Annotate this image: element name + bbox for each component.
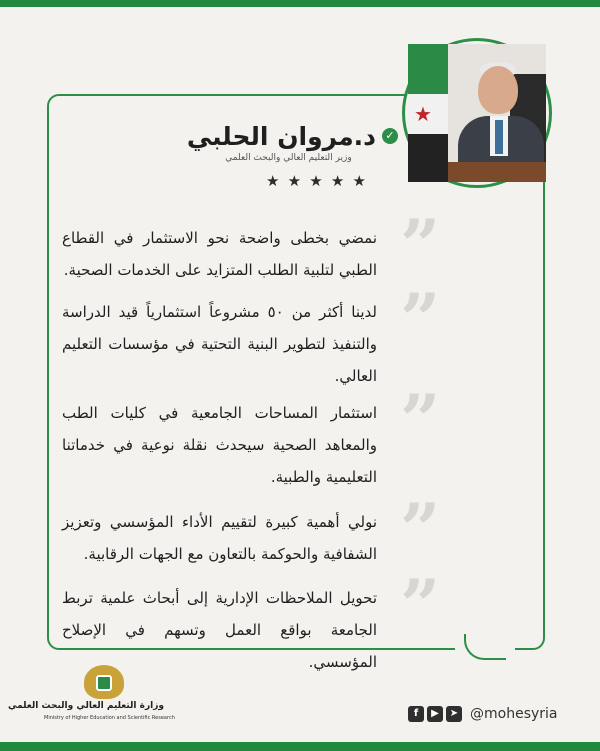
youtube-icon[interactable]: ▶ <box>427 706 443 722</box>
quote-text: لدينا أكثر من ٥٠ مشروعاً استثمارياً قيد الدراسة والتنفيذ لتطوير البنية التحتية في مؤسسات التعليم العالي. <box>62 303 377 385</box>
star-icon: ★ <box>287 172 302 190</box>
logo-english-text: Ministry of Higher Education and Scientific Research <box>44 715 175 721</box>
star-icon: ★ <box>266 172 280 190</box>
verified-check-icon: ✓ <box>382 128 398 144</box>
star-icon: ★ <box>330 172 345 190</box>
rating-stars <box>266 172 366 190</box>
star-icon: ★ <box>309 172 323 190</box>
facebook-icon[interactable]: f <box>408 706 424 722</box>
social-handle[interactable]: @mohesyria <box>470 706 558 722</box>
quote-mark-icon: ” <box>400 204 441 287</box>
quote-mark-icon: ” <box>400 488 441 571</box>
star-icon: ★ <box>352 172 366 190</box>
social-links <box>408 704 558 724</box>
quote-text: تحويل الملاحظات الإدارية إلى أبحاث علمية تربط الجامعة بواقع العمل وتسهم في الإصلاح المؤسسي. <box>62 589 377 671</box>
quote-text: استثمار المساحات الجامعية في كليات الطب والمعاهد الصحية سيحدث نقلة نوعية في خدماتنا التعليمية والطبية. <box>62 404 377 486</box>
avatar: ★ <box>408 44 546 182</box>
quote-mark-icon: ” <box>400 278 441 361</box>
quote-mark-icon: ” <box>400 564 441 647</box>
profile-name: د.مروان الحلبي <box>186 121 376 151</box>
quote-mark-icon: ” <box>400 379 441 462</box>
telegram-icon[interactable]: ➤ <box>446 706 462 722</box>
bottom-accent-bar <box>0 742 600 751</box>
quote-text: نمضي بخطى واضحة نحو الاستثمار في القطاع الطبي لتلبية الطلب المتزايد على الخدمات الصحية. <box>62 229 377 279</box>
name-row <box>180 119 398 153</box>
logo-arabic-text: وزارة التعليم العالي والبحث العلمي <box>7 701 164 711</box>
top-accent-bar <box>0 0 600 7</box>
ministry-logo <box>7 665 175 725</box>
profile-title: وزير التعليم العالي والبحث العلمي <box>225 153 352 163</box>
quote-text: نولي أهمية كبيرة لتقييم الأداء المؤسسي وتعزيز الشفافية والحوكمة بالتعاون مع الجهات الرقابية. <box>62 513 377 563</box>
